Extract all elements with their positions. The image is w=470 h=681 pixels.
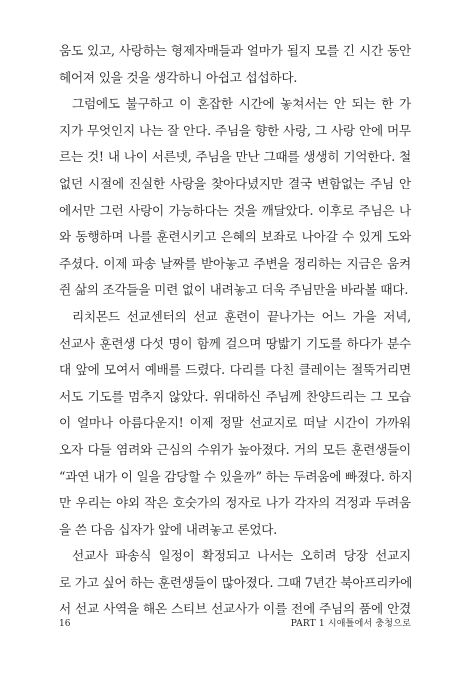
text-line: 와 동행하며 나를 훈련시키고 은혜의 보좌로 나아갈 수 있게 도와 (59, 229, 411, 245)
text-line: 대 앞에 모여서 예배를 드렸다. 다리를 다친 클레이는 절뚝거리면 (59, 362, 411, 378)
text-line: 선교사 훈련생 다섯 명이 함께 걸으며 땅밟기 기도를 하다가 분수 (59, 335, 411, 351)
text-line: 을 쓴 다음 십자가 앞에 내려놓고 론었다. (59, 521, 278, 537)
text-line: 이 얼마나 아름다운지! 이제 정말 선교지로 떠날 시간이 가까워 (59, 415, 411, 431)
page-number: 16 (59, 619, 71, 629)
page-footer (59, 616, 411, 632)
text-line: 만 우리는 야외 작은 호숫가의 정자로 나가 각자의 걱정과 두려움 (59, 495, 411, 511)
text-line: 그럼에도 불구하고 이 혼잡한 시간에 놓쳐서는 안 되는 한 가 (72, 96, 411, 112)
text-line: 서도 기도를 멈추지 않았다. 위대하신 주님께 찬양드리는 그 모습 (59, 388, 411, 404)
running-head: PART 1 시애틀에서 충청으로 (290, 619, 411, 629)
text-line: 쥔 삶의 조각들을 미련 없이 내려놓고 더욱 주님만을 바라볼 때다. (59, 282, 409, 298)
text-line: “과연 내가 이 일을 감당할 수 있을까” 하는 두려움에 빠졌다. 하지 (59, 468, 413, 484)
text-line: 선교사 파송식 일정이 확정되고 나서는 오히려 당장 선교지 (72, 548, 411, 564)
text-line: 움도 있고, 사랑하는 형제자매들과 얼마가 될지 모를 긴 시간 동안 (59, 43, 411, 58)
body-text (59, 38, 411, 623)
text-line: 없던 시절에 진실한 사랑을 찾아다녔지만 결국 변함없는 주님 안 (59, 175, 411, 191)
text-line: 로 가고 싶어 하는 훈련생들이 많아졌다. 그때 7년간 북아프리카에 (59, 574, 413, 590)
text-line: 서 선교 사역을 해온 스티브 선교사가 이를 전에 주님의 품에 안겼 (59, 601, 411, 617)
text-line: 지가 무엇인지 나는 잘 안다. 주님을 향한 사랑, 그 사랑 안에 머무 (59, 122, 411, 138)
text-line: 헤어져 있을 것을 생각하니 아쉽고 섭섭하다. (59, 69, 298, 85)
text-line: 리치몬드 선교센터의 선교 훈련이 끝나가는 어느 가을 저녁, (72, 308, 411, 324)
text-line: 주셨다. 이제 파송 날짜를 받아놓고 주변을 정리하는 지금은 움켜 (59, 255, 411, 271)
text-line: 에서만 그런 사랑이 가능하다는 것을 깨달았다. 이후로 주님은 나 (59, 202, 411, 218)
text-line: 르는 것! 내 나이 서른넷, 주님을 만난 그때를 생생히 기억한다. 철 (59, 149, 411, 165)
text-line: 오자 다들 염려와 근심의 수위가 높아졌다. 거의 모든 훈련생들이 (59, 441, 411, 457)
